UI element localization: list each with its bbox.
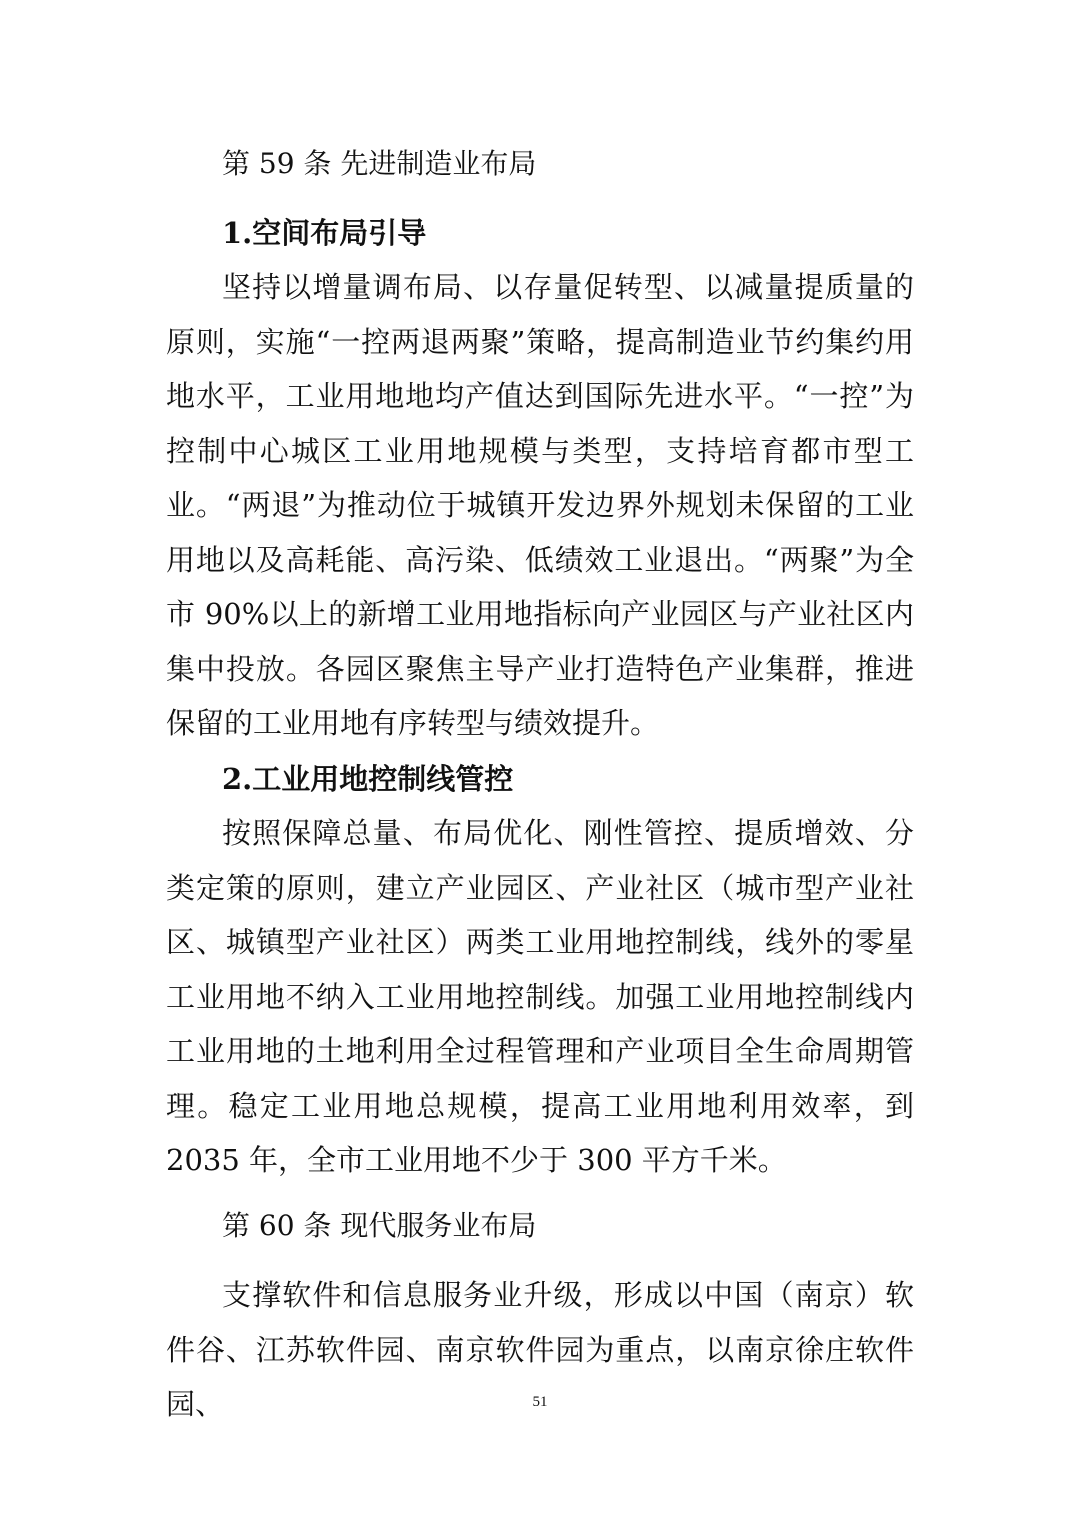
article-60-paragraph: 支撑软件和信息服务业升级，形成以中国（南京）软件谷、江苏软件园、南京软件园为重点，以南京徐庄软件园、 xyxy=(166,1278,914,1421)
section-1-heading: 1.空间布局引导 xyxy=(222,216,427,250)
section-2-heading: 2.工业用地控制线管控 xyxy=(222,762,514,796)
article-59-heading: 第 59 条 先进制造业布局 xyxy=(222,147,537,180)
section-1-paragraph: 坚持以增量调布局、以存量促转型、以减量提质量的原则，实施“一控两退两聚”策略，提高制造业节约集约用地水平，工业用地地均产值达到国际先进水平。“一控”为控制中心城区工业用地规模与类型，支持培育都市型工业。“两退”为推动位于城镇开发边界外规划未保留的工业用地以及高耗能、高污染、低绩效工业退出。“两聚”为全市 90%以上的新增工业用地指标向产业园区与产业社区内集中投放。各园区聚焦主导产业打造特色产业集群，推进保留的工业用地有序转型与绩效提升。 xyxy=(166,270,914,740)
page-number: 51 xyxy=(532,1394,548,1410)
article-60-heading: 第 60 条 现代服务业布局 xyxy=(222,1209,537,1242)
section-2-paragraph: 按照保障总量、布局优化、刚性管控、提质增效、分类定策的原则，建立产业园区、产业社区（城市型产业社区、城镇型产业社区）两类工业用地控制线，线外的零星工业用地不纳入工业用地控制线。加强工业用地控制线内工业用地的土地利用全过程管理和产业项目全生命周期管理。稳定工业用地总规模，提高工业用地利用效率，到 2035 年，全市工业用地不少于 300 平方千米。 xyxy=(166,816,914,1177)
